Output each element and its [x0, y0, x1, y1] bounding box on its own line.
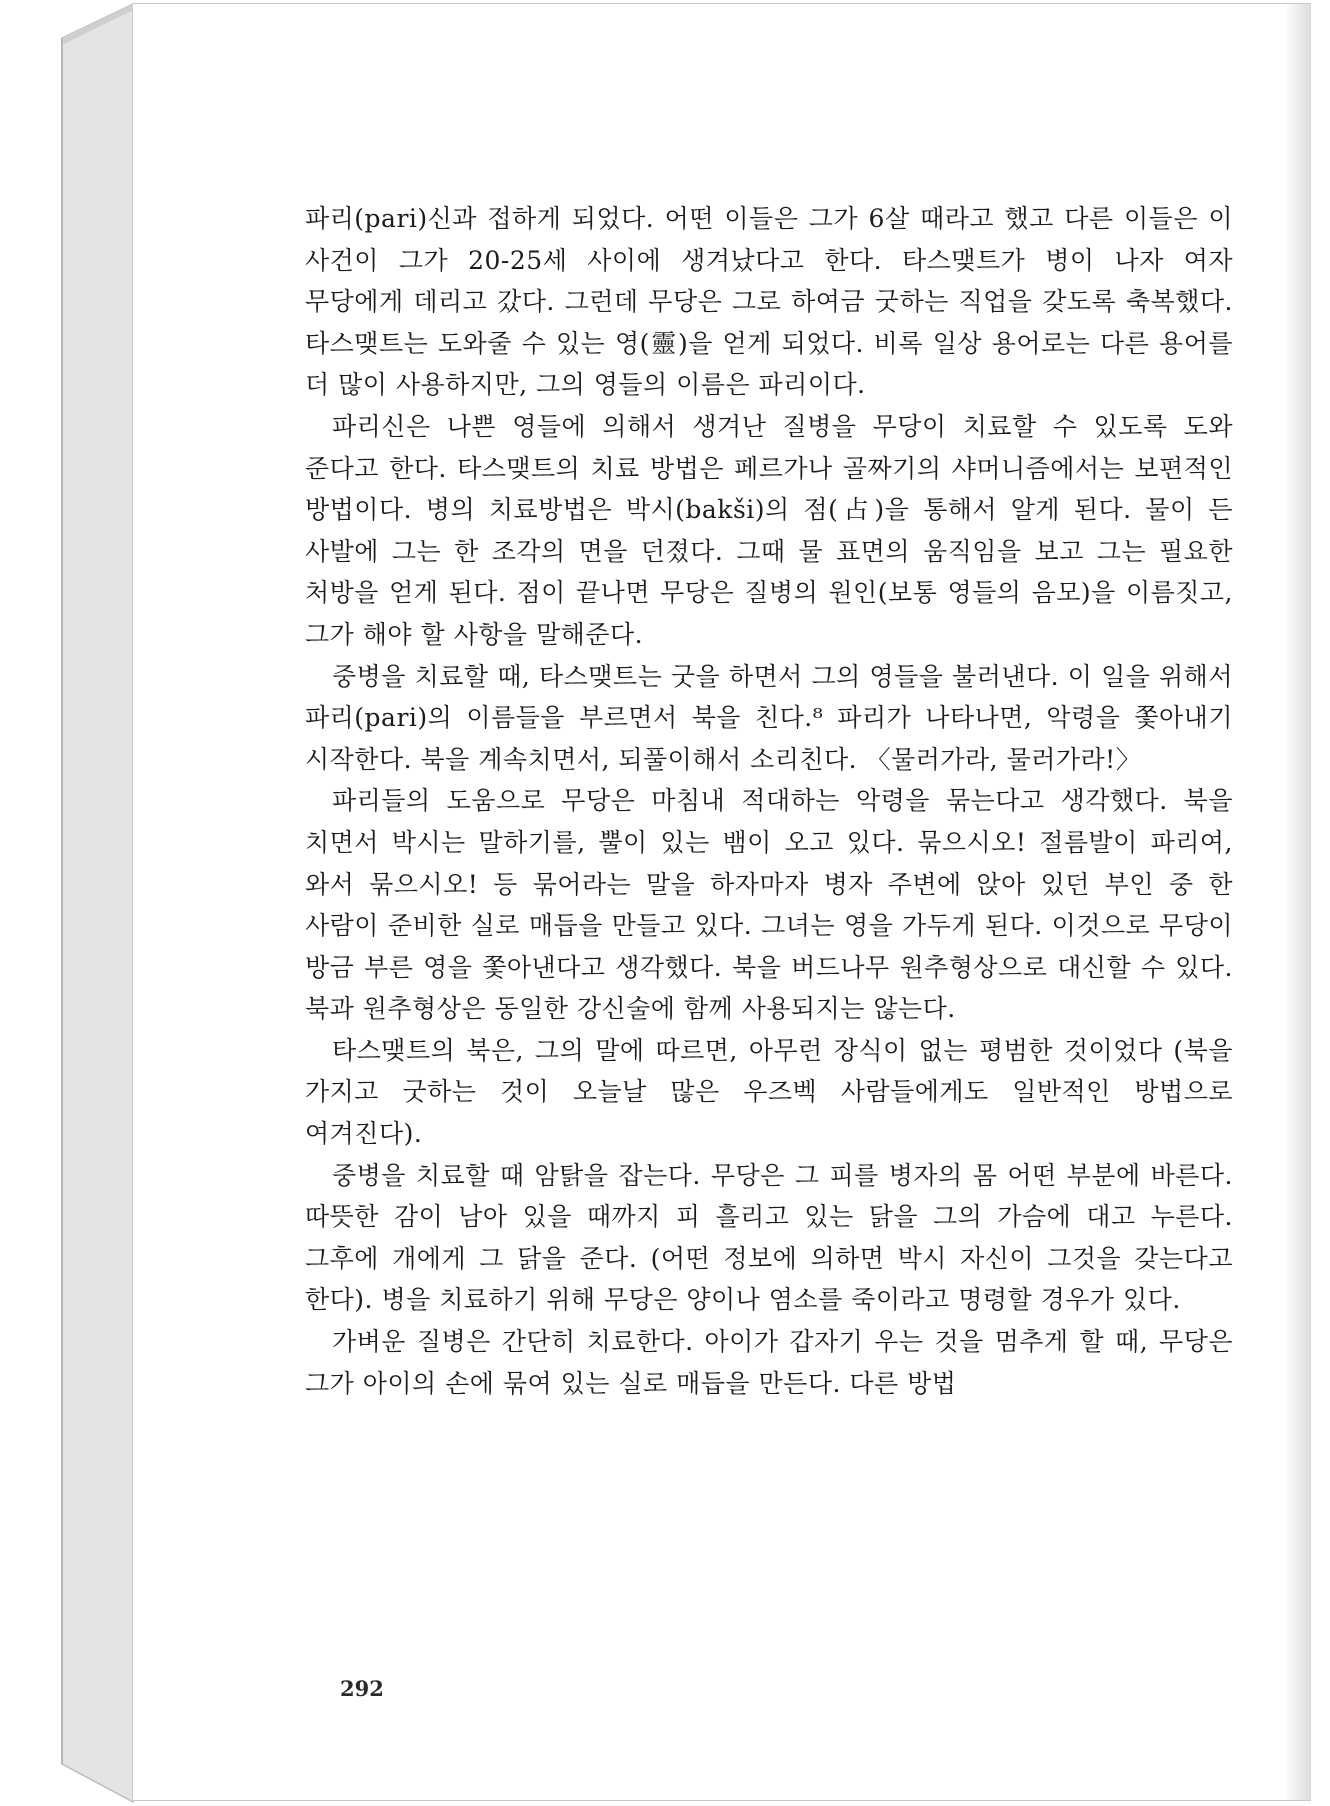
paragraph: 중병을 치료할 때 암탉을 잡는다. 무당은 그 피를 병자의 몸 어떤 부분에 바른다. 따뜻한 감이 남아 있을 때까지 피 흘리고 있는 닭을 그의 가슴에 대고 누른다. 그후에 개에게 그 닭을 준다. (어떤 정보에 의하면 박시 자신이 그것을 갖는다고 한다). 병을 치료하기 위해 무당은 양이나 염소를 죽이라고 명령할 경우가 있다. — [305, 1160, 1233, 1315]
page-edge-shadow — [1284, 4, 1310, 1800]
paragraph: 파리(pari)신과 접하게 되었다. 어떤 이들은 그가 6살 때라고 했고 다른 이들은 이 사건이 그가 20-25세 사이에 생겨났다고 한다. 타스맺트가 병이 나자 여자 무당에게 데리고 갔다. 그런데 무당은 그로 하여금 굿하는 직업을 갖도록 축복했다. 타스맺트는 도와줄 수 있는 영(靈)을 얻게 되었다. 비록 일상 용어로는 다른 용어를 더 많이 사용하지만, 그의 영들의 이름은 파리이다. — [305, 204, 1233, 400]
paragraph: 중병을 치료할 때, 타스맺트는 굿을 하면서 그의 영들을 불러낸다. 이 일을 위해서 파리(pari)의 이름들을 부르면서 북을 친다.⁸ 파리가 나타나면, 악령을 쫓아내기 시작한다. 북을 계속치면서, 되풀이해서 소리친다. 〈물러가라, 물러가라!〉 — [305, 661, 1233, 774]
page-number: 292 — [340, 1676, 384, 1701]
paragraph: 가벼운 질병은 간단히 치료한다. 아이가 갑자기 우는 것을 멈추게 할 때, 무당은 그가 아이의 손에 묶여 있는 실로 매듭을 만든다. 다른 방법 — [305, 1327, 1233, 1398]
body-text — [305, 198, 1233, 1404]
paragraph: 타스맺트의 북은, 그의 말에 따르면, 아무런 장식이 없는 평범한 것이었다 (북을 가지고 굿하는 것이 오늘날 많은 우즈벡 사람들에게도 일반적인 방법으로 여겨진다). — [305, 1035, 1233, 1149]
paragraph: 파리들의 도움으로 무당은 마침내 적대하는 악령을 묶는다고 생각했다. 북을 치면서 박시는 말하기를, 뿔이 있는 뱀이 오고 있다. 묶으시오! 절름발이 파리여, 와서 묶으시오! 등 묶어라는 말을 하자마자 병자 주변에 앉아 있던 부인 중 한 사람이 준비한 실로 매듭을 만들고 있다. 그녀는 영을 가두게 된다. 이것으로 무당이 방금 부른 영을 쫓아낸다고 생각했다. 북을 버드나무 원추형상으로 대신할 수 있다. 북과 원추형상은 동일한 강신술에 함께 사용되지는 않는다. — [305, 786, 1233, 1024]
paragraph: 파리신은 나쁜 영들에 의해서 생겨난 질병을 무당이 치료할 수 있도록 도와 준다고 한다. 타스맺트의 치료 방법은 페르가나 골짜기의 샤머니즘에서는 보편적인 방법이다. 병의 치료방법은 박시(bakši)의 점(占)을 통해서 알게 된다. 물이 든 사발에 그는 한 조각의 면을 던졌다. 그때 물 표면의 움직임을 보고 그는 필요한 처방을 얻게 된다. 점이 끝나면 무당은 질병의 원인(보통 영들의 음모)을 이름짓고, 그가 해야 할 사항을 말해준다. — [305, 411, 1233, 649]
book-spine — [0, 0, 140, 1806]
